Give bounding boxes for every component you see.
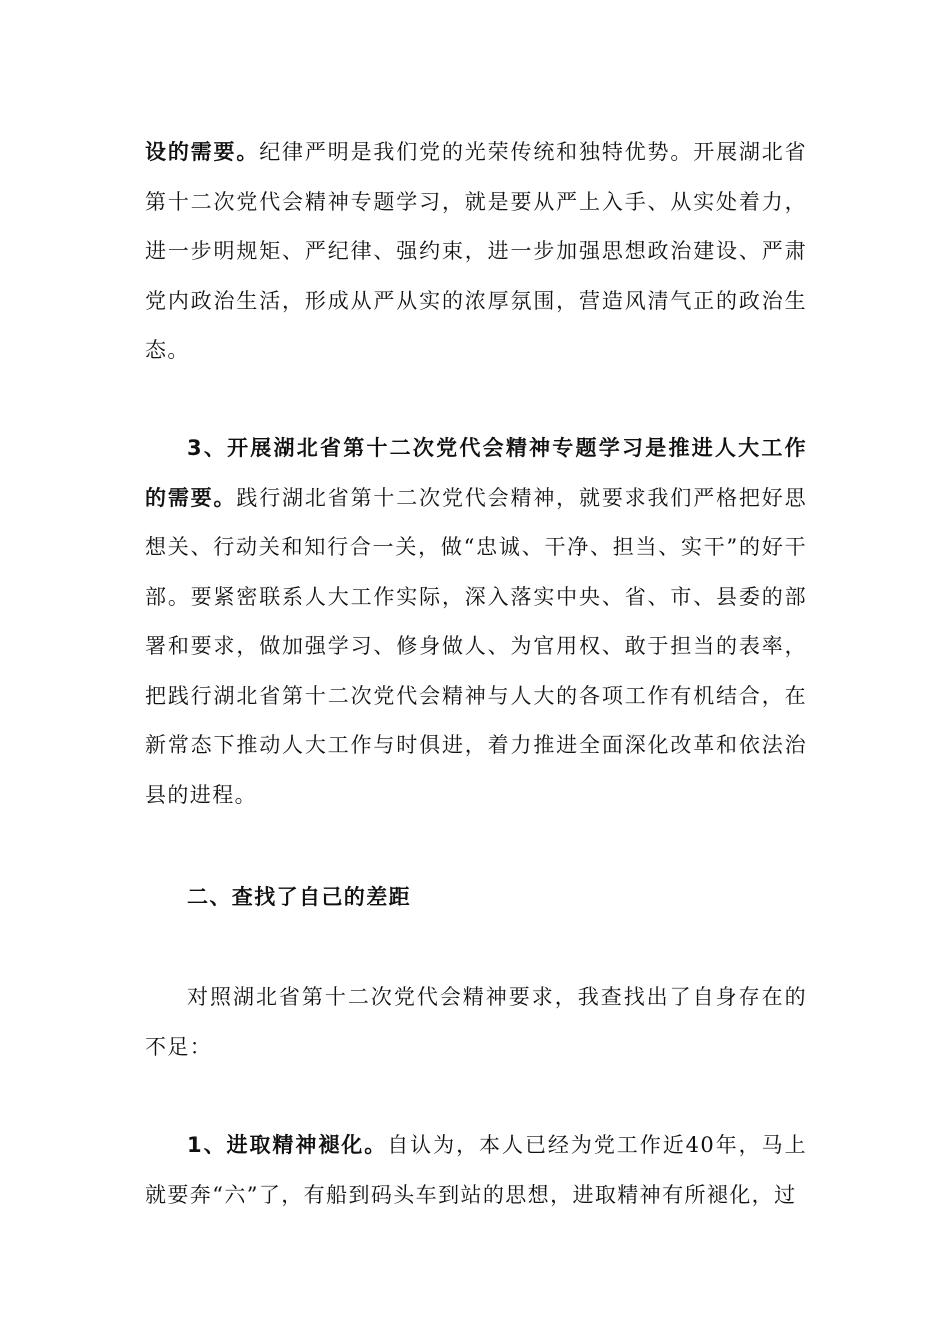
paragraph-body: 纪律严明是我们党的光荣传统和独特优势。开展湖北省第十二次党代会精神专题学习，就是要从严上入手、从实处着力，进一步明规矩、严纪律、强约束，进一步加强思想政治建设、严肃党内政治生活，形成从严从实的浓厚氛围，营造风清气正的政治生态。	[145, 140, 807, 362]
paragraph-body: 对照湖北省第十二次党代会精神要求，我查找出了自身存在的不足：	[145, 985, 807, 1059]
paragraph-body: 自认为，本人已经为党工作近40年，马上就要奔“六”了，有船到码头车到站的思想，进取精神有所褪化，过	[145, 1133, 807, 1207]
paragraph-npc-work	[145, 424, 807, 820]
paragraph-lead-bold: 3、开展湖北省第十二次党代会精神专题学习是推进人大工作的需要。	[145, 436, 807, 510]
paragraph-discipline	[145, 128, 807, 376]
paragraph-lead-bold: 设的需要。	[145, 140, 260, 164]
paragraph-shortcomings-intro	[145, 973, 807, 1072]
paragraph-lead-bold: 1、进取精神褪化。	[187, 1133, 388, 1157]
paragraph-body: 践行湖北省第十二次党代会精神，就要求我们严格把好思想关、行动关和知行合一关，做“忠诚、干净、担当、实干”的好干部。要紧密联系人大工作实际，深入落实中央、省、市、县委的部署和要求，做加强学习、修身做人、为官用权、敢于担当的表率，把践行湖北省第十二次党代会精神与人大的各项工作有机结合，在新常态下推动人大工作与时俱进，着力推进全面深化改革和依法治县的进程。	[145, 485, 807, 807]
section-heading: 二、查找了自己的差距	[187, 885, 411, 909]
paragraph-enterprising-spirit	[145, 1121, 807, 1220]
